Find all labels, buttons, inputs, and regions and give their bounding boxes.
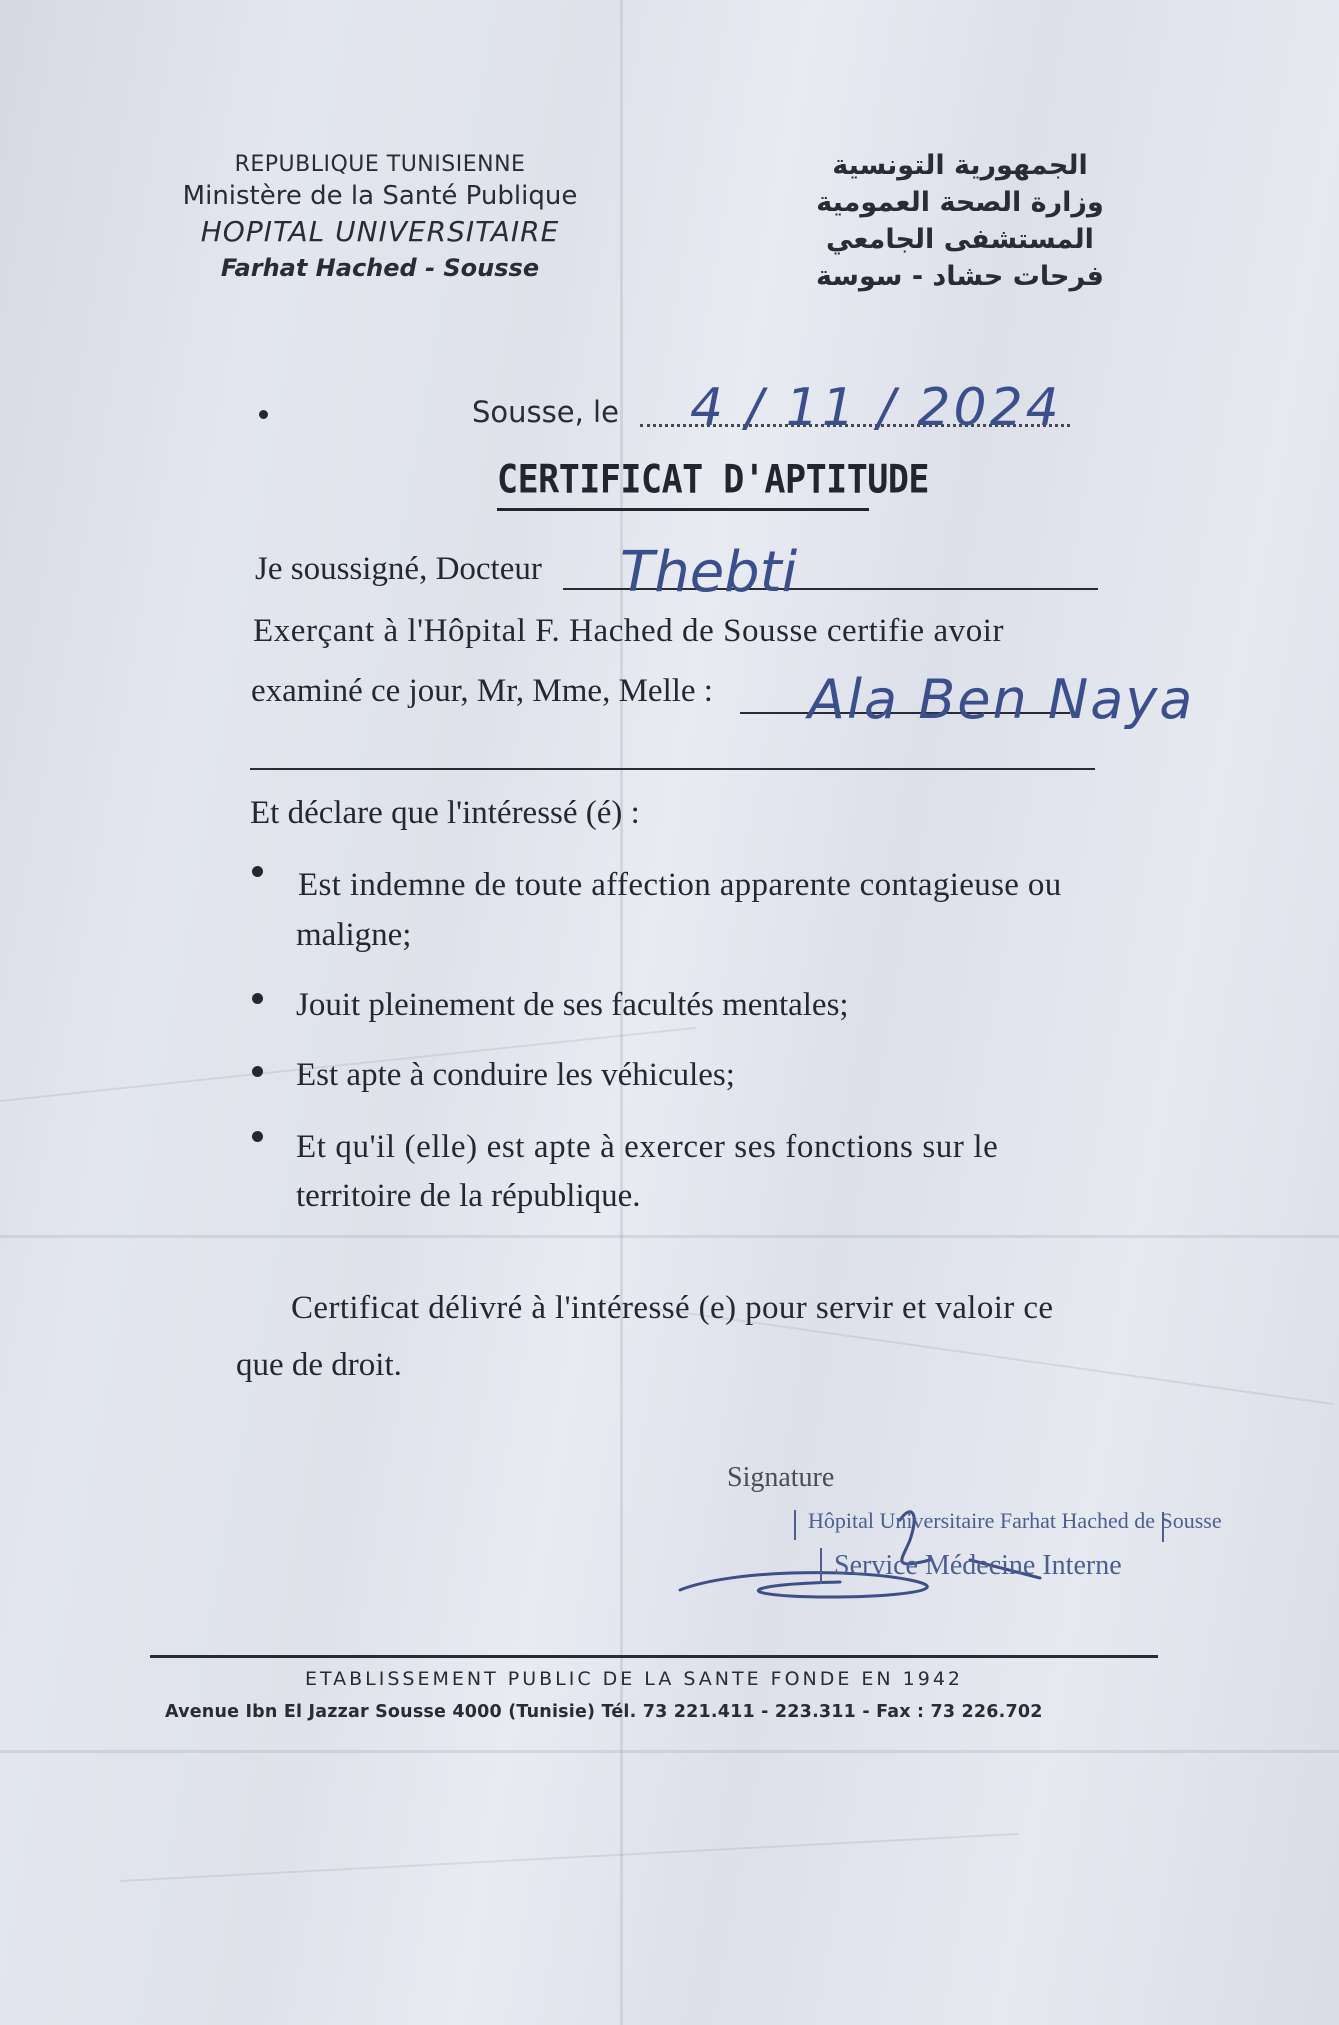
bullet-text: Est apte à conduire les véhicules; — [296, 1057, 735, 1093]
bullet-text: Et qu'il (elle) est apte à exercer ses fonctions sur le — [296, 1129, 999, 1165]
footer-address: Avenue Ibn El Jazzar Sousse 4000 (Tunisie) Tél. 73 221.411 - 223.311 - Fax : 73 226.702 — [165, 1702, 1043, 1722]
bullet-dot — [252, 866, 263, 877]
bullet-text: Jouit pleinement de ses facultés mentales; — [296, 987, 849, 1023]
bullet-text: territoire de la république. — [296, 1178, 641, 1214]
closing-line-2: que de droit. — [236, 1347, 402, 1383]
title-underline — [497, 508, 869, 511]
certificate-title: CERTIFICAT D'APTITUDE — [497, 457, 930, 503]
doctor-name: Thebti — [620, 540, 798, 605]
stamp-hospital: Hôpital Universitaire Farhat Hached de Sousse — [808, 1508, 1222, 1533]
body-line-3: examiné ce jour, Mr, Mme, Melle : — [251, 673, 713, 709]
hospital-label: HOPITAL UNIVERSITAIRE — [200, 215, 560, 248]
stamp-border — [794, 1510, 796, 1540]
footer-rule — [150, 1655, 1158, 1658]
ministry-label-ar: وزارة الصحة العمومية — [816, 187, 1104, 218]
header-arabic — [760, 150, 1160, 298]
bullet-dot — [252, 1066, 263, 1077]
bullet-text: maligne; — [296, 917, 412, 953]
signature-label: Signature — [727, 1462, 835, 1493]
stamp-service: Service Médecine Interne — [834, 1550, 1122, 1581]
hospital-name: Farhat Hached - Sousse — [220, 254, 540, 282]
republic-label-ar: الجمهورية التونسية — [832, 150, 1088, 181]
stray-dot — [259, 410, 268, 419]
footer-establishment: ETABLISSEMENT PUBLIC DE LA SANTE FONDE EN 1942 — [305, 1668, 964, 1690]
doctor-label: Je soussigné, Docteur — [255, 551, 542, 587]
bullet-dot — [252, 993, 263, 1004]
ministry-label: Ministère de la Santé Publique — [182, 181, 578, 211]
declare-label: Et déclare que l'intéressé (é) : — [250, 795, 640, 831]
fold-line — [0, 1235, 1339, 1238]
bullet-text: Est indemne de toute affection apparente contagieuse ou — [298, 867, 1062, 903]
crease — [120, 1833, 1019, 1882]
hospital-name-ar: فرحات حشاد - سوسة — [816, 261, 1104, 292]
republic-label: REPUBLIQUE TUNISIENNE — [234, 152, 526, 177]
closing-line-1: Certificat délivré à l'intéressé (e) pour servir et valoir ce — [291, 1290, 1054, 1326]
header-french — [150, 152, 610, 282]
hospital-label-ar: المستشفى الجامعي — [826, 224, 1094, 255]
stamp-border — [820, 1548, 822, 1584]
body-line-2: Exerçant à l'Hôpital F. Hached de Sousse certifie avoir — [253, 613, 1005, 649]
blank-line — [250, 768, 1095, 770]
date-value: 4 / 11 / 2024 — [690, 378, 1062, 438]
patient-name: Ala Ben Naya — [808, 668, 1195, 731]
fold-line — [0, 1750, 1339, 1753]
date-label: Sousse, le — [472, 395, 619, 429]
bullet-dot — [252, 1131, 263, 1142]
hospital-stamp — [794, 1508, 1222, 1594]
